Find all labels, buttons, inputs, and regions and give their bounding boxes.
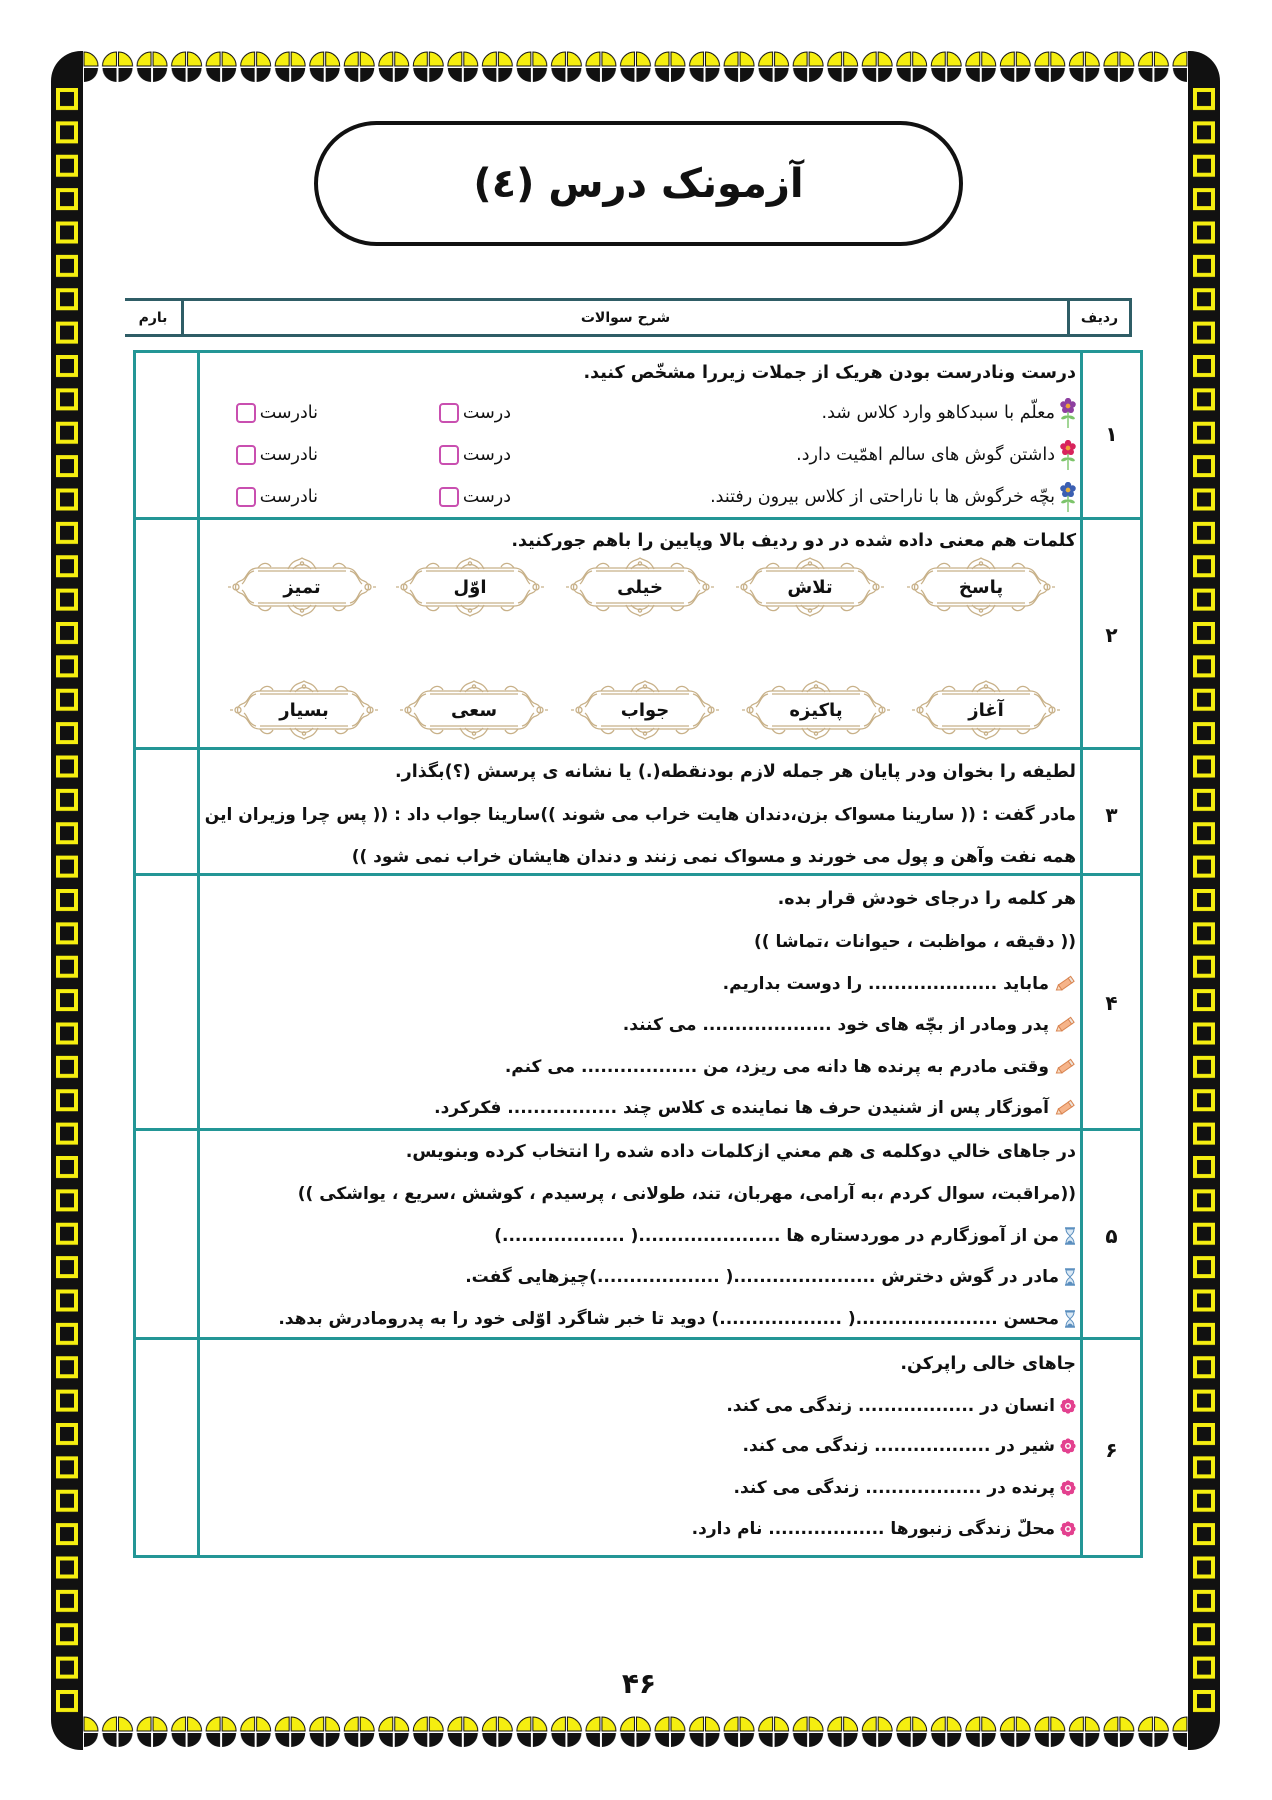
fill-blank-item xyxy=(726,1391,1076,1421)
header-description: شرح سوالات xyxy=(184,301,1070,334)
match-word: خیلی xyxy=(617,576,663,598)
word-frame-bottom[interactable] xyxy=(742,680,890,740)
true-checkbox[interactable] xyxy=(439,403,459,423)
number-cell xyxy=(1080,1131,1140,1337)
page-title: آزمونک درس (٤) xyxy=(473,160,804,207)
number-cell xyxy=(1080,353,1140,517)
item-text: وقتی مادرم به پرنده ها دانه می ریزد، من .................. می کنم. xyxy=(504,1057,1049,1077)
fill-blank-item xyxy=(723,969,1076,999)
option-false-label: نادرست xyxy=(259,403,318,423)
item-text: داشتن گوش های سالم اهمّیت دارد. xyxy=(796,445,1055,465)
question-row xyxy=(136,750,1140,876)
word-frame-bottom[interactable] xyxy=(571,680,719,740)
word-frame-bottom[interactable] xyxy=(912,680,1060,740)
page-number: ۴۶ xyxy=(621,1667,657,1700)
question-instruction: جاهای خالی راپرکن. xyxy=(900,1354,1076,1374)
questions-table xyxy=(133,350,1143,1558)
word-frame-bottom[interactable] xyxy=(230,680,378,740)
pencil-icon xyxy=(1054,974,1076,994)
true-false-item xyxy=(200,398,1080,428)
header-radif: ردیف xyxy=(1080,309,1119,326)
pink-flower-icon xyxy=(1060,1521,1076,1537)
red-flower-icon xyxy=(1060,440,1076,470)
question-row xyxy=(136,1340,1140,1555)
match-word: سعی xyxy=(450,699,498,721)
match-word: پاسخ xyxy=(958,576,1004,598)
word-frame-top[interactable] xyxy=(736,557,884,617)
item-text: محسن ......................( ...................) دوید تا خبر شاگرد اوّلی خود را به پدرومادرش بدهد. xyxy=(278,1309,1059,1329)
number-cell xyxy=(1080,750,1140,873)
match-word: پاکیزه xyxy=(789,699,843,721)
question-row xyxy=(136,353,1140,520)
item-text: ماباید .................... را دوست بداریم. xyxy=(722,974,1049,994)
score-cell xyxy=(136,520,200,747)
number-cell xyxy=(1080,876,1140,1128)
pink-flower-icon xyxy=(1060,1398,1076,1414)
word-bank: (( دقیقه ، مواظبت ، حیوانات ،تماشا )) xyxy=(754,932,1076,952)
question-number: ۳ xyxy=(1105,803,1118,827)
question-content xyxy=(200,1131,1080,1337)
true-checkbox[interactable] xyxy=(439,445,459,465)
question-content xyxy=(200,1340,1080,1555)
question-number: ۴ xyxy=(1105,991,1118,1015)
question-instruction: کلمات هم معنی داده شده در دو ردیف بالا وپایین را باهم جورکنید. xyxy=(511,531,1076,551)
question-content xyxy=(200,750,1080,873)
fill-blank-item xyxy=(743,1431,1076,1461)
question-number: ۶ xyxy=(1105,1438,1118,1462)
hourglass-icon xyxy=(1064,1268,1076,1286)
question-row xyxy=(136,876,1140,1131)
fill-blank-item xyxy=(505,1052,1076,1082)
true-checkbox[interactable] xyxy=(439,487,459,507)
item-text: شیر در .................. زندگی می کند. xyxy=(742,1436,1055,1456)
item-text: بچّه خرگوش ها با ناراحتی از کلاس بیرون رفتند. xyxy=(710,487,1055,507)
question-instruction: در جاهای خالي دوكلمه ی هم معني ازكلمات داده شده را انتخاب كرده وبنويس. xyxy=(405,1142,1076,1162)
option-true-label: درست xyxy=(462,487,511,507)
question-content xyxy=(200,520,1080,747)
option-true-label: درست xyxy=(462,403,511,423)
border-left-squares xyxy=(51,87,83,1722)
number-cell xyxy=(1080,520,1140,747)
match-word: بسیار xyxy=(279,699,329,721)
number-cell xyxy=(1080,1340,1140,1555)
question-content xyxy=(200,353,1080,517)
score-cell xyxy=(136,1340,200,1555)
fill-blank-item xyxy=(434,1093,1076,1123)
score-cell xyxy=(136,353,200,517)
question-number: ۵ xyxy=(1105,1224,1118,1248)
score-cell xyxy=(136,750,200,873)
false-checkbox[interactable] xyxy=(236,403,256,423)
true-false-item xyxy=(200,482,1080,512)
option-false-label: نادرست xyxy=(259,445,318,465)
item-text: مادر در گوش دخترش ......................( ...................)چیزهایی گفت. xyxy=(465,1267,1059,1287)
table-header xyxy=(125,298,1132,337)
fill-blank-item xyxy=(494,1221,1076,1251)
fill-blank-item xyxy=(734,1473,1076,1503)
pencil-icon xyxy=(1054,1015,1076,1035)
option-false[interactable] xyxy=(236,398,318,428)
option-false[interactable] xyxy=(236,440,318,470)
word-frame-top[interactable] xyxy=(396,557,544,617)
match-word: تلاش xyxy=(787,576,833,598)
story-line: همه نفت وآهن و پول می خورند و مسواک نمی زنند و دندان هایشان خراب نمی شود )) xyxy=(351,847,1076,867)
option-true[interactable] xyxy=(439,440,511,470)
border-top-band xyxy=(83,51,1188,83)
question-instruction: هر کلمه را درجای خودش قرار بده. xyxy=(777,889,1076,909)
item-text: پرنده در .................. زندگی می کند. xyxy=(733,1478,1055,1498)
score-cell xyxy=(136,876,200,1128)
question-row xyxy=(136,1131,1140,1340)
fill-blank-item xyxy=(465,1262,1076,1292)
fill-blank-item xyxy=(278,1304,1076,1334)
border-right-squares xyxy=(1188,87,1220,1722)
item-text: پدر ومادر از بچّه های خود .................... می کنند. xyxy=(622,1015,1049,1035)
pink-flower-icon xyxy=(1060,1438,1076,1454)
item-text: معلّم با سبدکاهو وارد کلاس شد. xyxy=(821,403,1055,423)
match-word: اوّل xyxy=(453,576,487,598)
word-frame-top[interactable] xyxy=(566,557,714,617)
option-true[interactable] xyxy=(439,398,511,428)
option-false[interactable] xyxy=(236,482,318,512)
blue-flower-icon xyxy=(1060,482,1076,512)
match-word: آغاز xyxy=(968,699,1004,721)
hourglass-icon xyxy=(1064,1227,1076,1245)
question-number: ۲ xyxy=(1105,623,1118,647)
item-text: محلّ زندگی زنبورها .................. نام دارد. xyxy=(691,1519,1055,1539)
hourglass-icon xyxy=(1064,1310,1076,1328)
item-text: انسان در .................. زندگی می کند. xyxy=(726,1396,1055,1416)
item-text: آموزگار پس از شنیدن حرف ها نماینده ی کلاس چند ................. فکرکرد. xyxy=(434,1098,1049,1118)
word-frame-top[interactable] xyxy=(228,557,376,617)
fill-blank-item xyxy=(692,1514,1076,1544)
word-frame-top[interactable] xyxy=(907,557,1055,617)
story-line: مادر گفت : (( سارینا مسواک بزن،دندان هایت خراب می شوند ))سارینا جواب داد : (( پس چرا وزیران این xyxy=(204,805,1076,825)
false-checkbox[interactable] xyxy=(236,487,256,507)
border-bottom-band xyxy=(83,1716,1188,1748)
match-word: تمیز xyxy=(283,576,321,598)
pencil-icon xyxy=(1054,1057,1076,1077)
question-content xyxy=(200,876,1080,1128)
question-instruction: درست ونادرست بودن هریک از جملات زیررا مشخّص کنید. xyxy=(583,363,1076,383)
option-true-label: درست xyxy=(462,445,511,465)
match-word: جواب xyxy=(620,699,670,721)
question-number: ۱ xyxy=(1105,422,1118,446)
option-false-label: نادرست xyxy=(259,487,318,507)
score-cell xyxy=(136,1131,200,1337)
question-row xyxy=(136,520,1140,750)
pink-flower-icon xyxy=(1060,1480,1076,1496)
word-bank: ((مراقبت، سوال کردم ،به آرامی، مهربان، تند، طولانی ، پرسیدم ، کوشش ،سریع ، یواشکی )) xyxy=(297,1184,1076,1204)
word-frame-bottom[interactable] xyxy=(400,680,548,740)
pencil-icon xyxy=(1054,1098,1076,1118)
header-barem: بارم xyxy=(125,301,184,334)
true-false-item xyxy=(200,440,1080,470)
fill-blank-item xyxy=(623,1010,1076,1040)
title-banner xyxy=(314,121,963,246)
option-true[interactable] xyxy=(439,482,511,512)
question-instruction: لطیفه را بخوان ودر پایان هر جمله لازم بودنقطه(.) یا نشانه ی پرسش (؟)بگذار. xyxy=(395,762,1076,782)
false-checkbox[interactable] xyxy=(236,445,256,465)
item-text: من از آموزگارم در موردستاره ها ......................( ...................) xyxy=(494,1226,1059,1246)
purple-flower-icon xyxy=(1060,398,1076,428)
